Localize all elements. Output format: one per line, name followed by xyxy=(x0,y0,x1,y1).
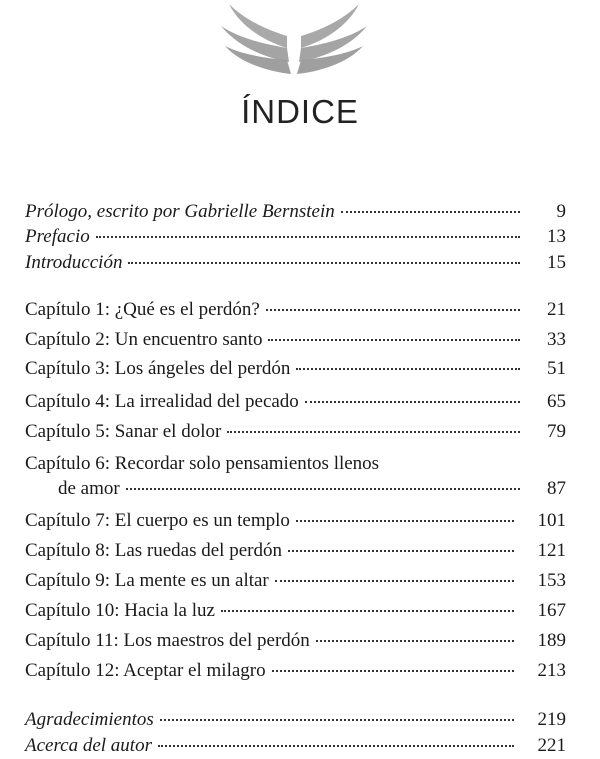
dot-leader xyxy=(296,518,514,522)
toc-entry-label: Capítulo 4: La irrealidad del pecado xyxy=(25,391,299,412)
page-title: ÍNDICE xyxy=(241,93,359,130)
toc-page-number: 221 xyxy=(537,735,566,756)
toc-entry-label: Agradecimientos xyxy=(25,709,154,730)
toc-entry-label: Prefacio xyxy=(25,226,90,247)
toc-page-number: 9 xyxy=(556,201,566,222)
toc-entry-continuation xyxy=(58,476,566,502)
dot-leader xyxy=(305,399,520,403)
toc-entry-label: Capítulo 12: Aceptar el milagro xyxy=(25,660,266,681)
toc-page-number: 33 xyxy=(547,329,566,350)
toc-page-number: 213 xyxy=(537,660,566,681)
toc-page-number: 121 xyxy=(537,540,566,561)
toc-entry-acerca-del-autor[interactable] xyxy=(25,733,566,759)
toc-page-number: 15 xyxy=(547,252,566,273)
dot-leader xyxy=(266,307,520,311)
toc-page-number: 101 xyxy=(537,510,566,531)
toc-entry-label: Capítulo 2: Un encuentro santo xyxy=(25,329,263,350)
dot-leader xyxy=(316,638,514,642)
dot-leader xyxy=(96,234,520,238)
dot-leader xyxy=(296,366,520,370)
toc-entry-capitulo-9[interactable] xyxy=(25,568,566,594)
toc-page-number: 65 xyxy=(547,391,566,412)
toc-entry-label: Capítulo 11: Los maestros del perdón xyxy=(25,630,310,651)
toc-entry-label: Capítulo 7: El cuerpo es un templo xyxy=(25,510,290,531)
toc-page-number: 219 xyxy=(537,709,566,730)
dot-leader xyxy=(268,337,520,341)
toc-entry-label-line2: de amor xyxy=(58,478,120,499)
toc-page-number: 87 xyxy=(547,478,566,499)
toc-page-number: 79 xyxy=(547,421,566,442)
toc-entry-capitulo-2[interactable] xyxy=(25,327,566,353)
dot-leader xyxy=(341,209,520,213)
toc-entry-capitulo-11[interactable] xyxy=(25,628,566,654)
toc-entry-agradecimientos[interactable] xyxy=(25,707,566,733)
toc-page-number: 153 xyxy=(537,570,566,591)
toc-page-number: 13 xyxy=(547,226,566,247)
toc-entry-capitulo-12[interactable] xyxy=(25,658,566,684)
toc-page-number: 167 xyxy=(537,600,566,621)
toc-entry-capitulo-3[interactable] xyxy=(25,356,566,382)
dot-leader xyxy=(288,548,514,552)
toc-entry-introduccion[interactable] xyxy=(25,250,566,276)
toc-entry-label: Capítulo 8: Las ruedas del perdón xyxy=(25,540,282,561)
toc-entry-capitulo-4[interactable] xyxy=(25,389,566,415)
dot-leader xyxy=(158,743,514,747)
toc-entry-label: Capítulo 3: Los ángeles del perdón xyxy=(25,358,291,379)
toc-entry-label: Prólogo, escrito por Gabrielle Bernstein xyxy=(25,201,335,222)
dot-leader xyxy=(221,608,514,612)
toc-entry-label: Acerca del autor xyxy=(25,735,152,756)
dot-leader xyxy=(128,260,520,264)
toc-entry-label: Introducción xyxy=(25,252,123,273)
toc-entry-capitulo-10[interactable] xyxy=(25,598,566,624)
dot-leader xyxy=(126,486,520,490)
toc-entry-capitulo-5[interactable] xyxy=(25,419,566,445)
dot-leader xyxy=(227,429,520,433)
dot-leader xyxy=(275,578,514,582)
toc-entry-label: Capítulo 5: Sanar el dolor xyxy=(25,421,222,442)
toc-entry-capitulo-7[interactable] xyxy=(25,508,566,534)
dot-leader xyxy=(160,717,514,721)
dot-leader xyxy=(272,668,514,672)
toc-entry-capitulo-8[interactable] xyxy=(25,538,566,564)
toc-entry-label: Capítulo 10: Hacia la luz xyxy=(25,600,215,621)
toc-entry-label: Capítulo 1: ¿Qué es el perdón? xyxy=(25,299,260,320)
toc-page-number: 21 xyxy=(547,299,566,320)
toc-entry-label: Capítulo 9: La mente es un altar xyxy=(25,570,269,591)
toc-entry-prologo[interactable] xyxy=(25,199,566,225)
toc-entry-label-line1: Capítulo 6: Recordar solo pensamientos llenos xyxy=(25,453,380,474)
toc-entry-prefacio[interactable] xyxy=(25,224,566,250)
toc-page-number: 51 xyxy=(547,358,566,379)
toc-entry-capitulo-1[interactable] xyxy=(25,297,566,323)
toc-page-number: 189 xyxy=(537,630,566,651)
